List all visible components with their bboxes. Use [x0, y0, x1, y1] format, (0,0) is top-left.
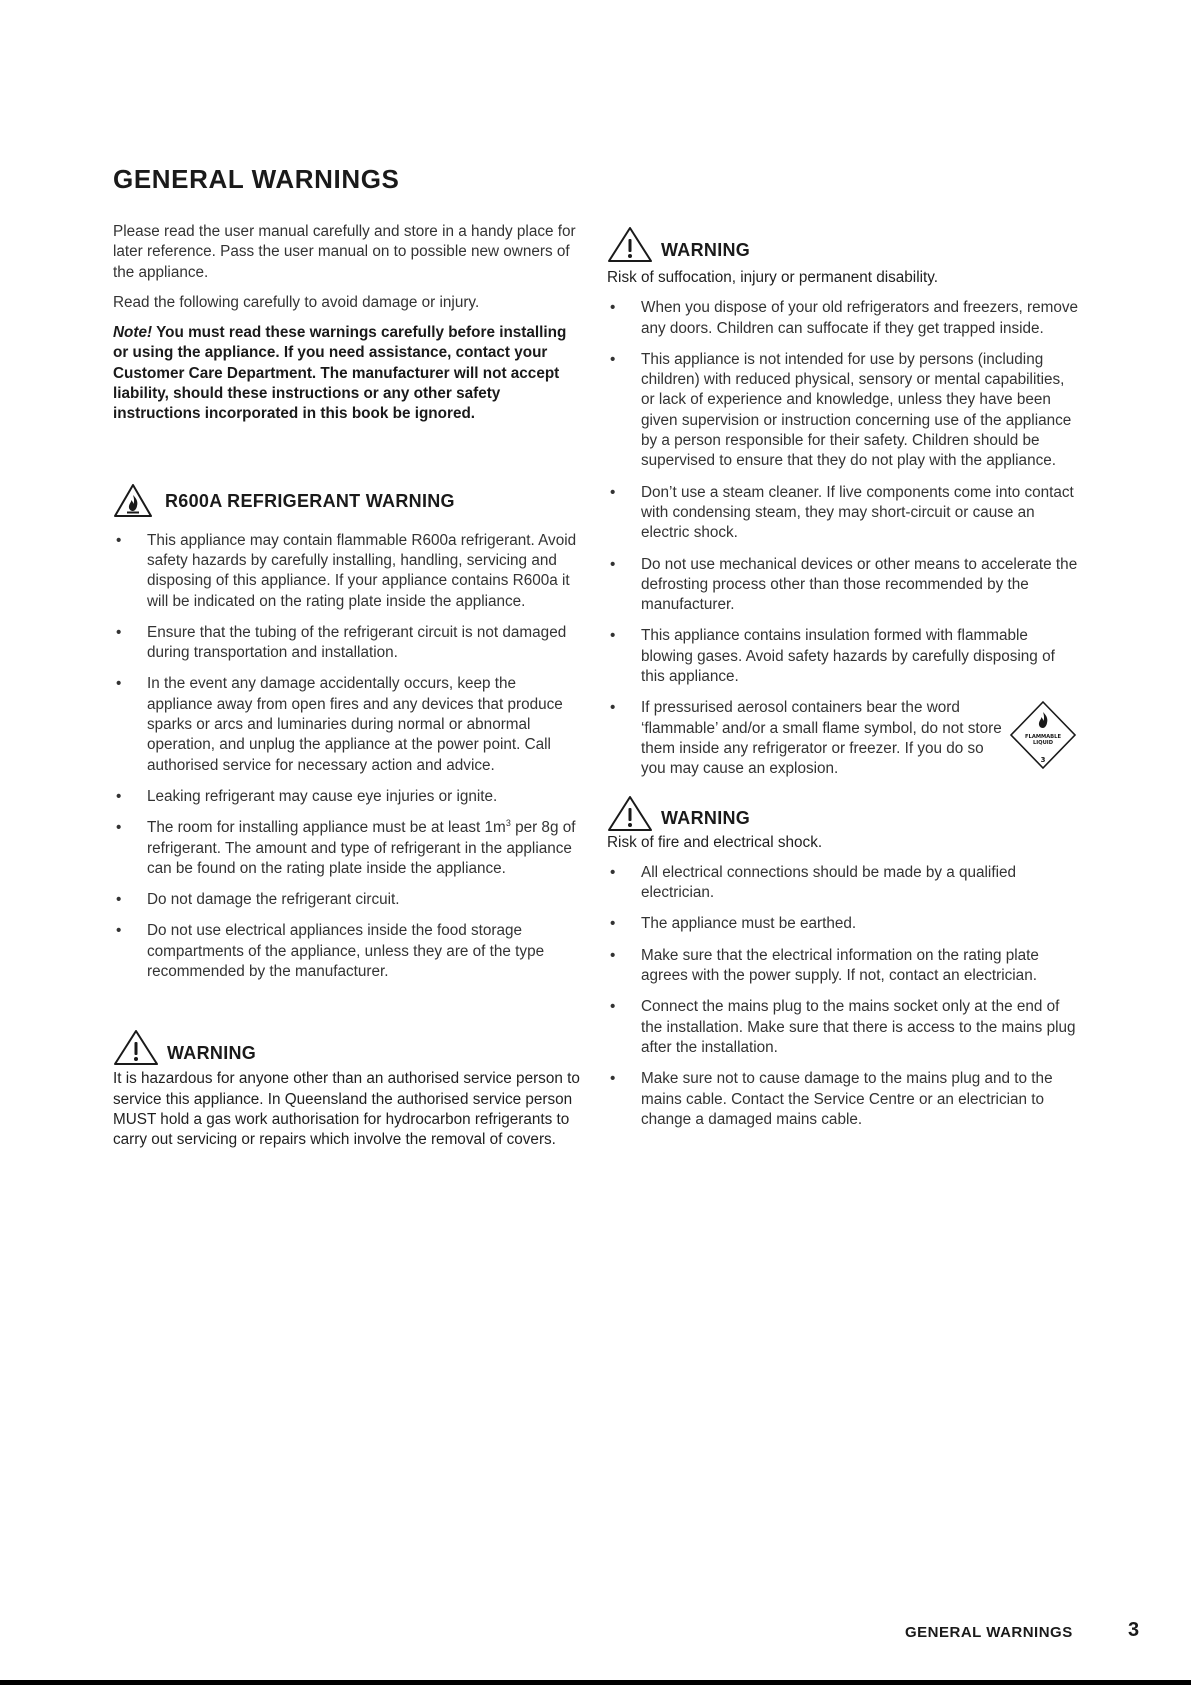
note-text: You must read these warnings carefully before installing or using the appliance. If you need assistance, contact your Customer Care Department. The manufacturer will not accept liability, should these instructions or any other safety instructions incorporated in this book be ignored.: [113, 324, 567, 423]
list-item: • Make sure that the electrical information on the rating plate agrees with the power supply. If not, contact an electrician.: [607, 946, 1079, 987]
room-item-text: The room for installing appliance must be at least 1m: [147, 819, 506, 837]
list-item: • Leaking refrigerant may cause eye injuries or ignite.: [113, 787, 585, 807]
service-warning-heading: [113, 1029, 585, 1067]
exclamation-warning-icon: [607, 226, 653, 264]
service-warning-title: WARNING: [167, 1043, 257, 1064]
electrical-list: [607, 863, 1079, 1130]
badge-line1: FLAMMABLE: [1024, 734, 1062, 741]
list-item: • All electrical connections should be made by a qualified electrician.: [607, 863, 1079, 904]
superscript: 3: [505, 818, 511, 829]
right-column: [607, 226, 1079, 1141]
exclamation-warning-icon: [113, 1029, 159, 1067]
list-item: • This appliance may contain flammable R600a refrigerant. Avoid safety hazards by carefully installing, handling, servicing and disposing of this appliance. If your appliance contains R600a it will be indicated on the rating plate inside the appliance.: [113, 531, 585, 612]
list-item: • Make sure not to cause damage to the mains plug and to the mains cable. Contact the Service Centre or an electrician to change a damaged mains cable.: [607, 1069, 1079, 1130]
service-warning-text: It is hazardous for anyone other than an authorised service person to service this appliance. In Queensland the authorised service person MUST hold a gas work authorisation for hydrocarbon refrigerants to carry out servicing or repairs which involve the removal of covers.: [113, 1070, 580, 1149]
badge-line2: LIQUID: [1032, 740, 1054, 747]
intro-paragraph: Read the following carefully to avoid damage or injury.: [113, 293, 480, 311]
left-column: [113, 222, 585, 1161]
list-item: • Do not use electrical appliances inside the food storage compartments of the appliance, unless they are of the type recommended by the manufacturer.: [113, 921, 585, 982]
suffocation-warning-title: WARNING: [661, 239, 751, 260]
fire-warning-title: WARNING: [661, 808, 751, 829]
note-label: Note!: [113, 324, 153, 342]
suffocation-list: [607, 298, 1079, 779]
suffocation-warning-heading: [607, 226, 1079, 264]
list-item: [113, 818, 585, 879]
list-item: • Ensure that the tubing of the refrigerant circuit is not damaged during transportation and installation.: [113, 623, 585, 664]
list-item: • Connect the mains plug to the mains socket only at the end of the installation. Make sure that there is access to the mains plug after the installation.: [607, 997, 1079, 1058]
list-item: • This appliance is not intended for use by persons (including children) with reduced physical, sensory or mental capabilities, or lack of experience and knowledge, unless they have been given supervision or instruction concerning use of the appliance by a person responsible for their safety. Children should be supervised to ensure that they do not play with the appliance.: [607, 350, 1079, 472]
list-item-aerosol: [607, 698, 1079, 779]
aerosol-text: If pressurised aerosol containers bear the word ‘flammable’ and/or a small flame symbol, do not store them inside any refrigerator or freezer. If you do so you may cause an explosion.: [641, 699, 1002, 778]
list-item: • In the event any damage accidentally occurs, keep the appliance away from open fires and any devices that produce sparks or arcs and luminaries during normal or abnormal operation, and unplug the appliance at the power point. Call authorised service for necessary action and advice.: [113, 674, 585, 775]
list-item: • Don’t use a steam cleaner. If live components come into contact with condensing steam, they may short-circuit or cause an electric shock.: [607, 483, 1079, 544]
page-number: 3: [1128, 1619, 1140, 1641]
page-title: GENERAL WARNINGS: [113, 164, 400, 194]
intro-paragraph: Please read the user manual carefully and store in a handy place for later reference. Pass the user manual on to possible new owners of the appliance.: [113, 223, 576, 281]
suffocation-warning-lead: Risk of suffocation, injury or permanent disability.: [607, 269, 939, 286]
refrigerant-warning-title: R600A REFRIGERANT WARNING: [165, 490, 455, 511]
note-paragraph: [113, 323, 585, 424]
flame-warning-icon: [113, 483, 153, 519]
flammable-liquid-icon: [1009, 700, 1077, 770]
list-item: • This appliance contains insulation formed with flammable blowing gases. Avoid safety hazards by carefully disposing of this appliance.: [607, 626, 1079, 687]
badge-class: 3: [1040, 756, 1046, 765]
list-item: • Do not damage the refrigerant circuit.: [113, 890, 585, 910]
refrigerant-warning-heading: [113, 483, 585, 519]
exclamation-warning-icon: [607, 795, 653, 833]
room-item-text: per 8g of refrigerant. The amount and type of refrigerant in the appliance can be found on the rating plate inside the appliance.: [147, 819, 576, 877]
refrigerant-list: [113, 531, 585, 983]
list-item: • Do not use mechanical devices or other means to accelerate the defrosting process other than those recommended by the manufacturer.: [607, 555, 1079, 616]
list-item: • The appliance must be earthed.: [607, 914, 1079, 934]
fire-warning-heading: [607, 795, 1079, 833]
bottom-border: [0, 1680, 1191, 1685]
list-item: • When you dispose of your old refrigerators and freezers, remove any doors. Children can suffocate if they get trapped inside.: [607, 298, 1079, 339]
fire-warning-lead: Risk of fire and electrical shock.: [607, 833, 823, 851]
footer-section-label: GENERAL WARNINGS: [905, 1624, 1073, 1641]
